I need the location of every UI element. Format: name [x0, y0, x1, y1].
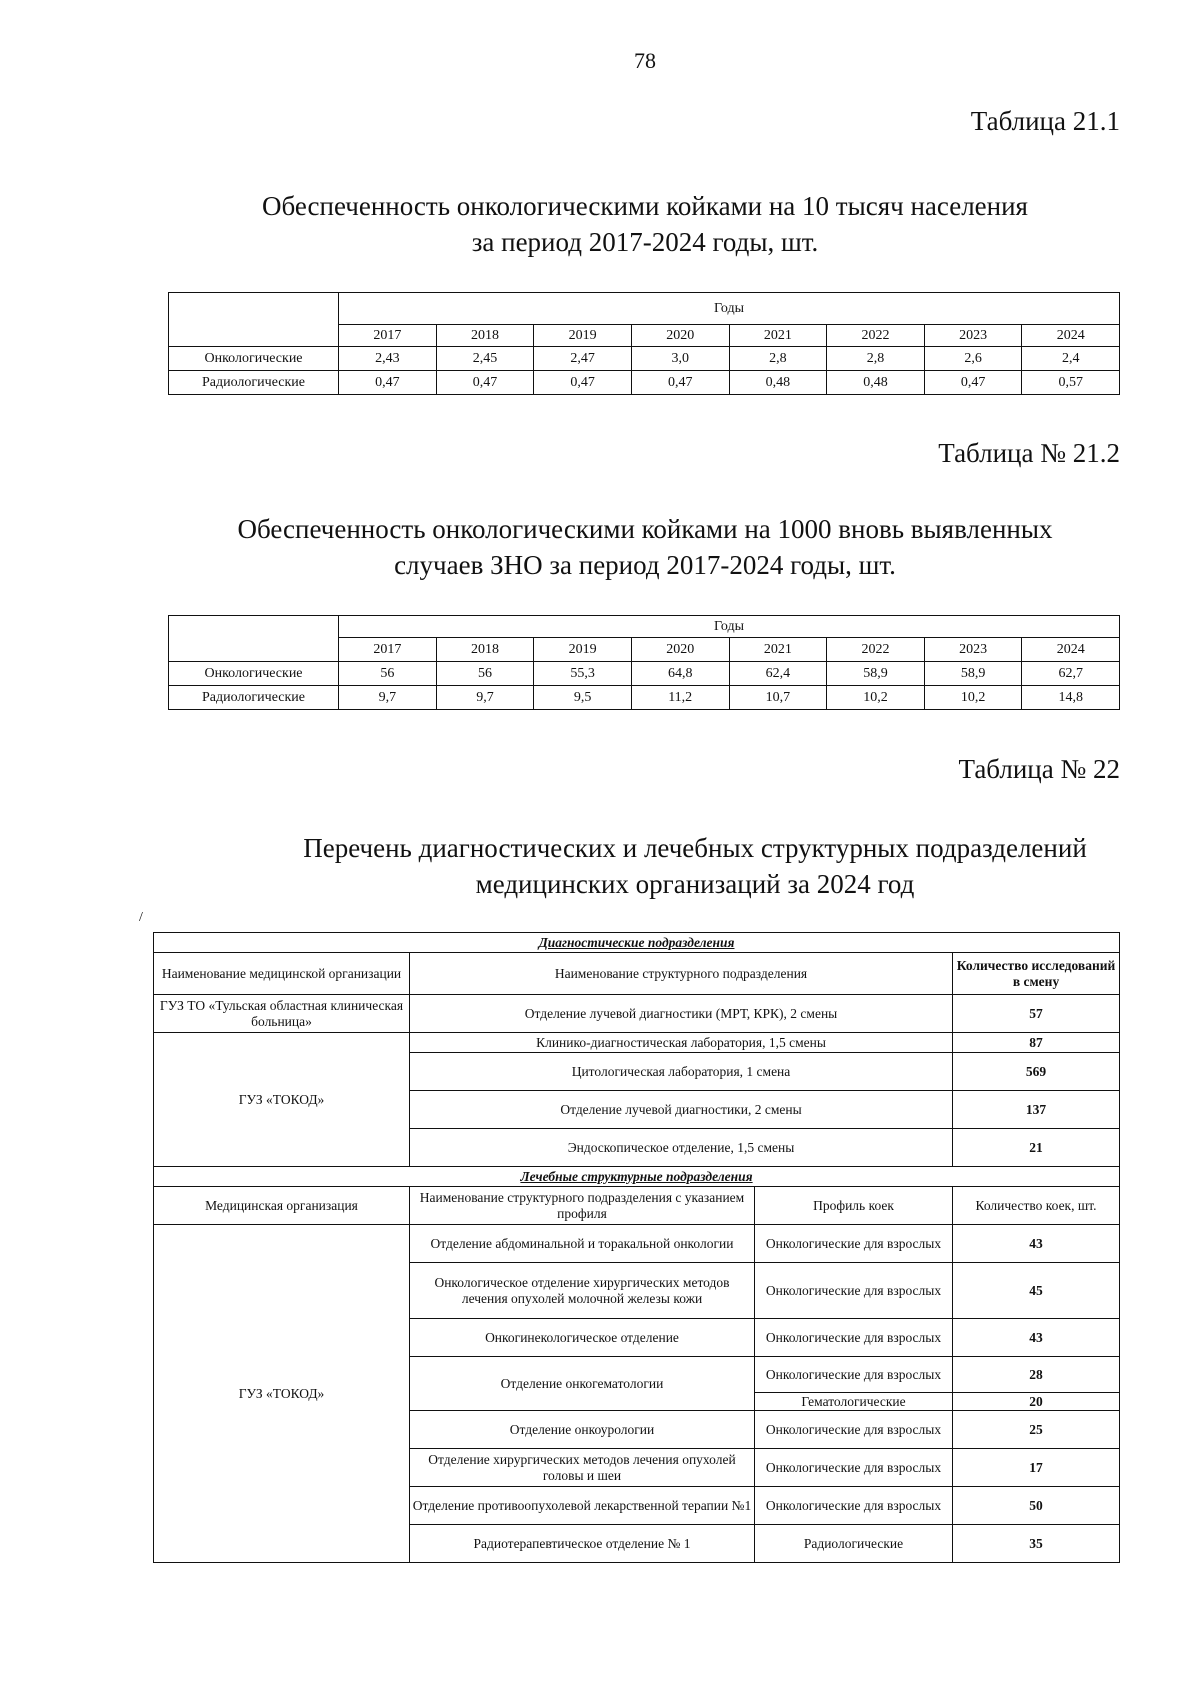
value-cell: 9,5	[534, 686, 632, 710]
table-21-2-label: Таблица № 21.2	[938, 438, 1120, 468]
table-21-2-title-line2: случаев ЗНО за период 2017-2024 годы, шт.	[394, 550, 896, 580]
count-cell: 35	[953, 1525, 1120, 1563]
diag-header-count: Количество исследований в смену	[953, 953, 1120, 995]
value-cell: 9,7	[436, 686, 534, 710]
table-22-label: Таблица № 22	[958, 754, 1120, 784]
year-cell: 2024	[1022, 638, 1120, 662]
count-cell: 28	[953, 1357, 1120, 1393]
row-label: Радиологические	[169, 371, 339, 395]
year-cell: 2020	[631, 325, 729, 347]
value-cell: 14,8	[1022, 686, 1120, 710]
value-cell: 10,7	[729, 686, 827, 710]
table-22-title-line2: медицинских организаций за 2024 год	[475, 869, 915, 899]
diag-header-org: Наименование медицинской организации	[154, 953, 410, 995]
table-21-1-title-line2: за период 2017-2024 годы, шт.	[471, 227, 819, 257]
count-cell: 87	[953, 1033, 1120, 1053]
value-cell: 2,45	[436, 347, 534, 371]
years-header: Годы	[339, 616, 1120, 638]
org-cell: ГУЗ «ТОКОД»	[154, 1033, 410, 1167]
profile-cell: Онкологические для взрослых	[755, 1357, 953, 1393]
treat-section-header: Лечебные структурные подразделения	[154, 1167, 1120, 1187]
value-cell: 2,43	[339, 347, 437, 371]
table-21-2-title-line1: Обеспеченность онкологическими койками на 1000 вновь выявленных	[237, 514, 1053, 544]
count-cell: 569	[953, 1053, 1120, 1091]
year-cell: 2017	[339, 325, 437, 347]
count-cell: 21	[953, 1129, 1120, 1167]
profile-cell: Онкологические для взрослых	[755, 1319, 953, 1357]
value-cell: 9,7	[339, 686, 437, 710]
value-cell: 62,4	[729, 662, 827, 686]
table-22	[153, 932, 1120, 1563]
unit-cell: Онкогинекологическое отделение	[410, 1319, 755, 1357]
year-cell: 2019	[534, 638, 632, 662]
unit-cell: Эндоскопическое отделение, 1,5 смены	[410, 1129, 953, 1167]
table-21-2	[168, 615, 1120, 710]
unit-cell: Отделение онкогематологии	[410, 1357, 755, 1411]
value-cell: 64,8	[631, 662, 729, 686]
value-cell: 11,2	[631, 686, 729, 710]
year-cell: 2021	[729, 638, 827, 662]
value-cell: 2,6	[924, 347, 1022, 371]
margin-mark: /	[139, 910, 143, 925]
year-cell: 2020	[631, 638, 729, 662]
value-cell: 62,7	[1022, 662, 1120, 686]
row-label: Радиологические	[169, 686, 339, 710]
years-header: Годы	[339, 293, 1120, 325]
value-cell: 0,47	[436, 371, 534, 395]
table-row	[154, 995, 1120, 1033]
unit-cell: Отделение противоопухолевой лекарственной терапии №1	[410, 1487, 755, 1525]
treat-header-org: Медицинская организация	[154, 1187, 410, 1225]
value-cell: 0,47	[924, 371, 1022, 395]
year-cell: 2024	[1022, 325, 1120, 347]
year-cell: 2021	[729, 325, 827, 347]
table-row	[169, 371, 1120, 395]
year-cell: 2018	[436, 325, 534, 347]
treat-header-unit: Наименование структурного подразделения с указанием профиля	[410, 1187, 755, 1225]
year-cell: 2023	[924, 638, 1022, 662]
table-row	[154, 1033, 1120, 1053]
year-cell: 2023	[924, 325, 1022, 347]
value-cell: 2,8	[729, 347, 827, 371]
row-label: Онкологические	[169, 347, 339, 371]
value-cell: 56	[339, 662, 437, 686]
value-cell: 2,8	[827, 347, 925, 371]
unit-cell: Отделение лучевой диагностики, 2 смены	[410, 1091, 953, 1129]
value-cell: 56	[436, 662, 534, 686]
table-21-1-label: Таблица 21.1	[970, 106, 1120, 136]
profile-cell: Онкологические для взрослых	[755, 1411, 953, 1449]
value-cell: 58,9	[924, 662, 1022, 686]
unit-cell: Цитологическая лаборатория, 1 смена	[410, 1053, 953, 1091]
value-cell: 0,47	[631, 371, 729, 395]
value-cell: 10,2	[924, 686, 1022, 710]
table-row	[169, 686, 1120, 710]
unit-cell: Отделение онкоурологии	[410, 1411, 755, 1449]
row-label: Онкологические	[169, 662, 339, 686]
count-cell: 43	[953, 1225, 1120, 1263]
value-cell: 2,4	[1022, 347, 1120, 371]
corner-cell	[169, 293, 339, 347]
profile-cell: Радиологические	[755, 1525, 953, 1563]
org-cell: ГУЗ «ТОКОД»	[154, 1225, 410, 1563]
unit-cell: Отделение хирургических методов лечения опухолей головы и шеи	[410, 1449, 755, 1487]
diag-header-unit: Наименование структурного подразделения	[410, 953, 953, 995]
table-21-1-title-line1: Обеспеченность онкологическими койками на 10 тысяч населения	[262, 191, 1028, 221]
table-21-2-title	[150, 511, 1140, 583]
unit-cell: Клинико-диагностическая лаборатория, 1,5 смены	[410, 1033, 953, 1053]
count-cell: 137	[953, 1091, 1120, 1129]
year-cell: 2022	[827, 638, 925, 662]
value-cell: 3,0	[631, 347, 729, 371]
table-21-1	[168, 292, 1120, 395]
profile-cell: Онкологические для взрослых	[755, 1263, 953, 1319]
profile-cell: Онкологические для взрослых	[755, 1487, 953, 1525]
org-cell: ГУЗ ТО «Тульская областная клиническая больница»	[154, 995, 410, 1033]
value-cell: 0,57	[1022, 371, 1120, 395]
profile-cell: Гематологические	[755, 1393, 953, 1411]
table-22-title	[200, 830, 1190, 902]
count-cell: 25	[953, 1411, 1120, 1449]
count-cell: 17	[953, 1449, 1120, 1487]
table-22-title-line1: Перечень диагностических и лечебных структурных подразделений	[303, 833, 1087, 863]
value-cell: 58,9	[827, 662, 925, 686]
page-number: 78	[634, 48, 656, 73]
table-row	[169, 347, 1120, 371]
value-cell: 10,2	[827, 686, 925, 710]
unit-cell: Онкологическое отделение хирургических методов лечения опухолей молочной железы кожи	[410, 1263, 755, 1319]
value-cell: 0,48	[827, 371, 925, 395]
profile-cell: Онкологические для взрослых	[755, 1449, 953, 1487]
year-cell: 2017	[339, 638, 437, 662]
count-cell: 43	[953, 1319, 1120, 1357]
value-cell: 55,3	[534, 662, 632, 686]
unit-cell: Радиотерапевтическое отделение № 1	[410, 1525, 755, 1563]
treat-header-count: Количество коек, шт.	[953, 1187, 1120, 1225]
year-cell: 2022	[827, 325, 925, 347]
table-row	[154, 1225, 1120, 1263]
value-cell: 0,47	[534, 371, 632, 395]
count-cell: 20	[953, 1393, 1120, 1411]
unit-cell: Отделение абдоминальной и торакальной онкологии	[410, 1225, 755, 1263]
treat-header-profile: Профиль коек	[755, 1187, 953, 1225]
profile-cell: Онкологические для взрослых	[755, 1225, 953, 1263]
unit-cell: Отделение лучевой диагностики (МРТ, КРК), 2 смены	[410, 995, 953, 1033]
value-cell: 2,47	[534, 347, 632, 371]
count-cell: 45	[953, 1263, 1120, 1319]
value-cell: 0,48	[729, 371, 827, 395]
count-cell: 57	[953, 995, 1120, 1033]
year-cell: 2019	[534, 325, 632, 347]
diag-section-header: Диагностические подразделения	[154, 933, 1120, 953]
table-21-1-title	[150, 188, 1140, 260]
corner-cell	[169, 616, 339, 662]
value-cell: 0,47	[339, 371, 437, 395]
table-row	[169, 662, 1120, 686]
year-cell: 2018	[436, 638, 534, 662]
count-cell: 50	[953, 1487, 1120, 1525]
